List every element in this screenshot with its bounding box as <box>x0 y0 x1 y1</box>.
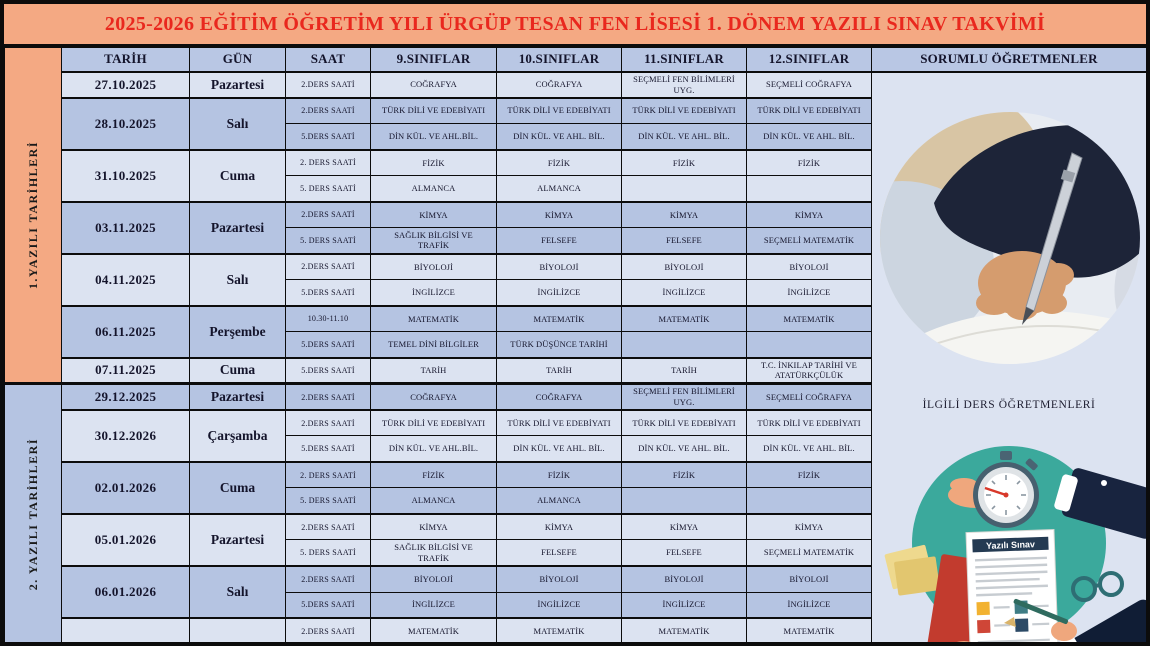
date-cell: 29.12.2025 <box>62 384 190 410</box>
subject-cell: BİYOLOJİ <box>622 254 747 280</box>
period-cell: 2.DERS SAATİ <box>286 514 371 540</box>
period-cell: 5. DERS SAATİ <box>286 540 371 566</box>
subject-cell: DİN KÜL. VE AHL. BİL. <box>497 124 622 150</box>
subject-cell: DİN KÜL. VE AHL. BİL. <box>622 124 747 150</box>
subject-cell: SEÇMELİ COĞRAFYA <box>747 72 872 98</box>
subject-cell: MATEMATİK <box>497 306 622 332</box>
period-cell: 2. DERS SAATİ <box>286 462 371 488</box>
subject-cell: BİYOLOJİ <box>497 254 622 280</box>
subject-cell: KİMYA <box>622 202 747 228</box>
subject-cell <box>747 332 872 358</box>
subject-cell: MATEMATİK <box>747 618 872 644</box>
subject-cell: SEÇMELİ COĞRAFYA <box>747 384 872 410</box>
subject-cell: FİZİK <box>747 462 872 488</box>
day-cell: Cuma <box>190 462 286 514</box>
subject-cell: COĞRAFYA <box>371 72 497 98</box>
right-panel-cell <box>872 72 1147 645</box>
responsible-teachers-panel <box>872 73 1146 644</box>
subject-cell: ALMANCA <box>371 176 497 202</box>
period-cell: 5.DERS SAATİ <box>286 332 371 358</box>
subject-cell: FELSEFE <box>497 540 622 566</box>
subject-cell: FİZİK <box>497 150 622 176</box>
period-cell: 5.DERS SAATİ <box>286 358 371 384</box>
subject-cell: TARİH <box>371 358 497 384</box>
col-header-9sinif: 9.SINIFLAR <box>371 48 497 72</box>
subject-cell: TÜRK DİLİ VE EDEBİYATI <box>371 98 497 124</box>
subject-cell: DİN KÜL. VE AHL. BİL. <box>622 436 747 462</box>
subject-cell: COĞRAFYA <box>497 72 622 98</box>
subject-cell: MATEMATİK <box>371 618 497 644</box>
day-cell: Pazartesi <box>190 384 286 410</box>
subject-cell: FELSEFE <box>497 228 622 254</box>
period-cell: 2. DERS SAATİ <box>286 150 371 176</box>
subject-cell: DİN KÜL. VE AHL. BİL. <box>747 124 872 150</box>
subject-cell: İNGİLİZCE <box>371 280 497 306</box>
subject-cell: İNGİLİZCE <box>371 592 497 618</box>
period-cell: 2.DERS SAATİ <box>286 72 371 98</box>
subject-cell: KİMYA <box>747 514 872 540</box>
day-cell: Pazartesi <box>190 514 286 566</box>
section-1-label: 1.YAZILI TARİHLERİ <box>25 141 40 290</box>
exam-clipboard-illustration <box>872 439 1146 644</box>
subject-cell: MATEMATİK <box>622 306 747 332</box>
period-cell: 5. DERS SAATİ <box>286 176 371 202</box>
subject-cell: FİZİK <box>622 150 747 176</box>
subject-cell: BİYOLOJİ <box>497 566 622 592</box>
subject-cell: İNGİLİZCE <box>497 280 622 306</box>
period-cell: 5. DERS SAATİ <box>286 228 371 254</box>
subject-cell: FELSEFE <box>622 228 747 254</box>
date-cell: 03.11.2025 <box>62 202 190 254</box>
schedule-row <box>5 72 1147 98</box>
date-cell: 30.12.2026 <box>62 410 190 462</box>
header-row <box>5 48 1147 72</box>
subject-cell: DİN KÜL. VE AHL.BİL. <box>371 436 497 462</box>
svg-text:Yazılı Sınav: Yazılı Sınav <box>985 538 1036 551</box>
subject-cell: FİZİK <box>371 462 497 488</box>
subject-cell: MATEMATİK <box>371 306 497 332</box>
subject-cell: TÜRK DÜŞÜNCE TARİHİ <box>497 332 622 358</box>
subject-cell: SEÇMELİ FEN BİLİMLERİ UYG. <box>622 72 747 98</box>
date-cell: 31.10.2025 <box>62 150 190 202</box>
title-bar <box>4 4 1146 47</box>
subject-cell: FİZİK <box>622 462 747 488</box>
day-cell: Çarşamba <box>190 410 286 462</box>
period-cell: 2.DERS SAATİ <box>286 566 371 592</box>
sidebar-section-2 <box>5 384 62 644</box>
col-header-saat: SAAT <box>286 48 371 72</box>
subject-cell: TÜRK DİLİ VE EDEBİYATI <box>497 98 622 124</box>
subject-cell: ALMANCA <box>497 176 622 202</box>
date-cell <box>62 618 190 644</box>
day-cell: Pazartesi <box>190 72 286 98</box>
sidebar-section-1 <box>5 48 62 384</box>
col-header-gun: GÜN <box>190 48 286 72</box>
period-cell: 5.DERS SAATİ <box>286 124 371 150</box>
exam-schedule-table <box>4 47 1147 645</box>
subject-cell: TARİH <box>497 358 622 384</box>
day-cell: Perşembe <box>190 306 286 358</box>
period-cell: 5.DERS SAATİ <box>286 592 371 618</box>
col-header-11sinif: 11.SINIFLAR <box>622 48 747 72</box>
subject-cell: FİZİK <box>371 150 497 176</box>
period-cell: 5.DERS SAATİ <box>286 436 371 462</box>
date-cell: 02.01.2026 <box>62 462 190 514</box>
date-cell: 07.11.2025 <box>62 358 190 384</box>
subject-cell: TARİH <box>622 358 747 384</box>
subject-cell: TÜRK DİLİ VE EDEBİYATI <box>747 98 872 124</box>
day-cell: Pazartesi <box>190 202 286 254</box>
date-cell: 27.10.2025 <box>62 72 190 98</box>
subject-cell: TÜRK DİLİ VE EDEBİYATI <box>622 410 747 436</box>
subject-cell: TÜRK DİLİ VE EDEBİYATI <box>622 98 747 124</box>
subject-cell: MATEMATİK <box>747 306 872 332</box>
subject-cell: DİN KÜL. VE AHL.BİL. <box>371 124 497 150</box>
subject-cell: İNGİLİZCE <box>622 592 747 618</box>
subject-cell: KİMYA <box>747 202 872 228</box>
subject-cell <box>747 176 872 202</box>
period-cell: 5. DERS SAATİ <box>286 488 371 514</box>
period-cell: 2.DERS SAATİ <box>286 98 371 124</box>
day-cell: Salı <box>190 566 286 618</box>
subject-cell: FİZİK <box>747 150 872 176</box>
subject-cell: TEMEL DİNİ BİLGİLER <box>371 332 497 358</box>
subject-cell: KİMYA <box>371 514 497 540</box>
subject-cell: KİMYA <box>497 202 622 228</box>
period-cell: 2.DERS SAATİ <box>286 384 371 410</box>
date-cell: 06.01.2026 <box>62 566 190 618</box>
period-cell: 10.30-11.10 <box>286 306 371 332</box>
subject-cell: BİYOLOJİ <box>371 254 497 280</box>
subject-cell <box>747 488 872 514</box>
subject-cell: COĞRAFYA <box>497 384 622 410</box>
subject-cell: BİYOLOJİ <box>747 566 872 592</box>
subject-cell: SEÇMELİ FEN BİLİMLERİ UYG. <box>622 384 747 410</box>
subject-cell: DİN KÜL. VE AHL. BİL. <box>747 436 872 462</box>
related-teachers-note: İLGİLİ DERS ÖĞRETMENLERİ <box>922 398 1096 411</box>
subject-cell: T.C. İNKILAP TARİHİ VE ATATÜRKÇÜLÜK <box>747 358 872 384</box>
subject-cell: FELSEFE <box>622 540 747 566</box>
subject-cell: BİYOLOJİ <box>747 254 872 280</box>
page-title: 2025-2026 EĞİTİM ÖĞRETİM YILI ÜRGÜP TESAN FEN LİSESİ 1. DÖNEM YAZILI SINAV TAKVİMİ <box>104 12 1046 35</box>
hand-writing-photo <box>876 107 1144 369</box>
date-cell: 05.01.2026 <box>62 514 190 566</box>
subject-cell: TÜRK DİLİ VE EDEBİYATI <box>497 410 622 436</box>
subject-cell: SAĞLIK BİLGİSİ VE TRAFİK <box>371 228 497 254</box>
subject-cell: KİMYA <box>371 202 497 228</box>
subject-cell: FİZİK <box>497 462 622 488</box>
subject-cell: BİYOLOJİ <box>371 566 497 592</box>
section-2-label: 2. YAZILI TARİHLERİ <box>25 438 40 591</box>
col-header-10sinif: 10.SINIFLAR <box>497 48 622 72</box>
date-cell: 06.11.2025 <box>62 306 190 358</box>
subject-cell <box>622 176 747 202</box>
subject-cell: İNGİLİZCE <box>747 280 872 306</box>
period-cell: 2.DERS SAATİ <box>286 202 371 228</box>
subject-cell: İNGİLİZCE <box>747 592 872 618</box>
subject-cell: BİYOLOJİ <box>622 566 747 592</box>
subject-cell: MATEMATİK <box>622 618 747 644</box>
period-cell: 2.DERS SAATİ <box>286 410 371 436</box>
col-header-sorumlu: SORUMLU ÖĞRETMENLER <box>872 48 1147 72</box>
subject-cell: SAĞLIK BİLGİSİ VE TRAFİK <box>371 540 497 566</box>
day-cell: Salı <box>190 254 286 306</box>
subject-cell: ALMANCA <box>371 488 497 514</box>
subject-cell: MATEMATİK <box>497 618 622 644</box>
subject-cell: SEÇMELİ MATEMATİK <box>747 228 872 254</box>
subject-cell: ALMANCA <box>497 488 622 514</box>
period-cell: 2.DERS SAATİ <box>286 618 371 644</box>
subject-cell: SEÇMELİ MATEMATİK <box>747 540 872 566</box>
period-cell: 5.DERS SAATİ <box>286 280 371 306</box>
col-header-tarih: TARİH <box>62 48 190 72</box>
day-cell: Salı <box>190 98 286 150</box>
subject-cell: TÜRK DİLİ VE EDEBİYATI <box>747 410 872 436</box>
subject-cell <box>622 332 747 358</box>
subject-cell: KİMYA <box>497 514 622 540</box>
subject-cell: TÜRK DİLİ VE EDEBİYATI <box>371 410 497 436</box>
subject-cell: İNGİLİZCE <box>622 280 747 306</box>
subject-cell: COĞRAFYA <box>371 384 497 410</box>
day-cell <box>190 618 286 644</box>
date-cell: 28.10.2025 <box>62 98 190 150</box>
subject-cell <box>622 488 747 514</box>
subject-cell: KİMYA <box>622 514 747 540</box>
day-cell: Cuma <box>190 150 286 202</box>
col-header-12sinif: 12.SINIFLAR <box>747 48 872 72</box>
day-cell: Cuma <box>190 358 286 384</box>
date-cell: 04.11.2025 <box>62 254 190 306</box>
subject-cell: İNGİLİZCE <box>497 592 622 618</box>
subject-cell: DİN KÜL. VE AHL. BİL. <box>497 436 622 462</box>
period-cell: 2.DERS SAATİ <box>286 254 371 280</box>
